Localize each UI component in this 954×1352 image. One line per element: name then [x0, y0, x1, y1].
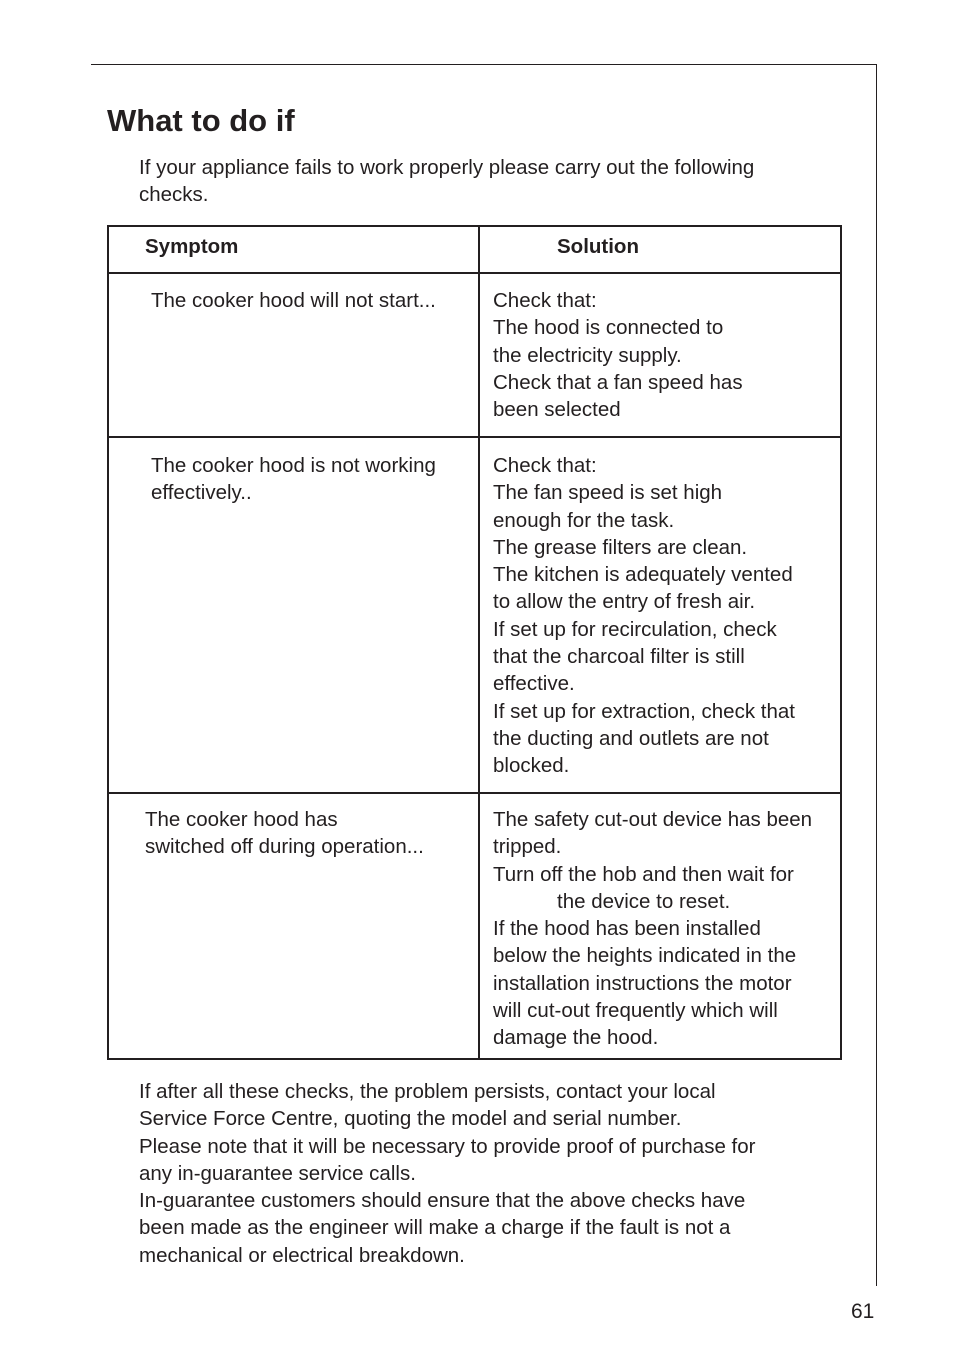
top-rule [91, 64, 877, 65]
symptom-header: Symptom [145, 235, 239, 258]
footer-note: If after all these checks, the problem persists, contact your local Service Force Centre, quoting the model and serial number. Please note that it will be necessary to provide proof of purchase for any in-guarantee service calls. In-guarantee customers should ensure that the above checks have been made as the engineer will make a charge if the fault is not a mechanical or electrical breakdown. [139, 1080, 756, 1267]
symptom-cell: The cooker hood has switched off during operation... [145, 808, 424, 859]
right-rule [876, 64, 877, 1286]
symptom-cell: The cooker hood is not working effectively.. [151, 454, 436, 505]
solution-cell: The safety cut-out device has been tripped. Turn off the hob and then wait for the device to reset. If the hood has been installed below the heights indicated in the installation instructions the motor will cut-out frequently which will damage the hood. [493, 808, 813, 1050]
solution-cell: Check that: The fan speed is set high enough for the task. The grease filters are clean. The kitchen is adequately vented to allow the entry of fresh air. If set up for recirculation, check that the charcoal filter is still effective. If set up for extraction, check that the ducting and outlets are not blocked. [493, 454, 795, 778]
symptom-cell: The cooker hood will not start... [151, 289, 436, 312]
row-divider [109, 436, 840, 438]
troubleshooting-table [107, 225, 842, 1060]
header-divider [109, 272, 840, 274]
column-divider [478, 227, 480, 1058]
solution-header: Solution [557, 235, 639, 258]
intro-text: If your appliance fails to work properly please carry out the following checks. [139, 156, 755, 207]
page-title: What to do if [107, 103, 295, 138]
page-number: 61 [851, 1300, 875, 1323]
solution-cell: Check that: The hood is connected to the electricity supply. Check that a fan speed has been selected [493, 289, 743, 422]
row-divider [109, 792, 840, 794]
